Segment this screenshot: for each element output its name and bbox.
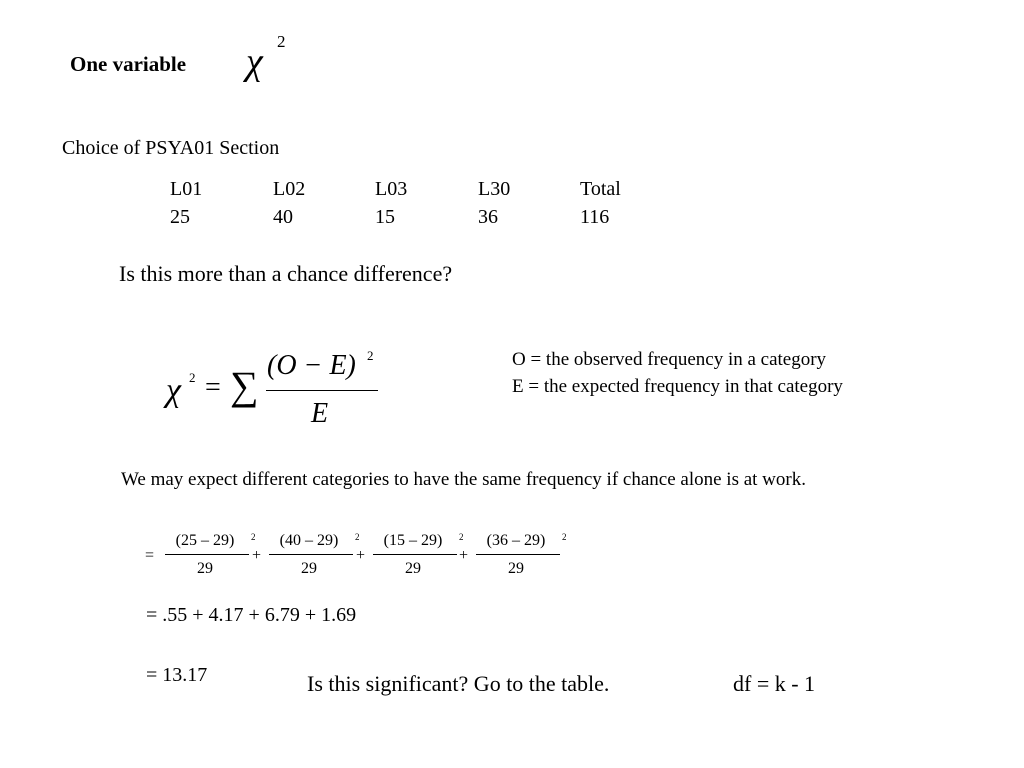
formula-chi-exponent: 2: [189, 370, 196, 385]
table-header-cell: L02: [273, 178, 306, 200]
term-denominator: 29: [508, 560, 524, 577]
term-fraction-bar: [165, 554, 249, 555]
expectation-text: We may expect different categories to have the same frequency if chance alone is at work.: [121, 469, 806, 490]
term-denominator: 29: [301, 560, 317, 577]
result-sum: = .55 + 4.17 + 6.79 + 1.69: [146, 604, 357, 626]
expansion-term: [474, 532, 567, 588]
table-value-cell: 40: [273, 206, 293, 228]
plus-sign: +: [252, 547, 262, 564]
table-value-cell: 25: [170, 206, 190, 228]
formula-denominator: E: [311, 398, 329, 429]
expansion-equals: =: [145, 547, 155, 564]
degrees-of-freedom-formula: df = k - 1: [733, 671, 816, 696]
section-subtitle: Choice of PSYA01 Section: [62, 137, 280, 159]
term-fraction-bar: [476, 554, 560, 555]
term-exponent: 2: [562, 532, 567, 542]
chi-exponent: 2: [277, 32, 286, 51]
formula-numerator-exponent: 2: [367, 348, 374, 363]
formula-numerator: (O − E): [267, 350, 356, 381]
expansion-term: [163, 532, 256, 588]
fraction-bar: [266, 390, 378, 391]
plus-sign: +: [459, 547, 469, 564]
result-total: = 13.17: [146, 664, 208, 686]
table-header-cell: L30: [478, 178, 511, 200]
expansion-term: [371, 532, 464, 588]
term-exponent: 2: [251, 532, 256, 542]
significance-question: Is this significant? Go to the table.: [307, 671, 610, 696]
table-header-cell: L03: [375, 178, 408, 200]
formula-chi-symbol: χ: [166, 372, 181, 409]
term-exponent: 2: [355, 532, 360, 542]
expanded-computation: [145, 532, 575, 588]
table-value-cell: 36: [478, 206, 498, 228]
summation-symbol: ∑: [230, 363, 259, 408]
term-numerator: (15 – 29): [383, 532, 443, 549]
term-numerator: (25 – 29): [175, 532, 235, 549]
term-denominator: 29: [197, 560, 213, 577]
term-denominator: 29: [405, 560, 421, 577]
chi-symbol: χ: [246, 41, 263, 83]
term-fraction-bar: [373, 554, 457, 555]
chance-question: Is this more than a chance difference?: [119, 261, 453, 286]
table-header-cell: Total: [580, 178, 621, 200]
term-numerator: (40 – 29): [279, 532, 339, 549]
term-numerator: (36 – 29): [486, 532, 546, 549]
observed-definition: O = the observed frequency in a category: [512, 349, 827, 370]
table-header-cell: L01: [170, 178, 203, 200]
term-fraction-bar: [269, 554, 353, 555]
expansion-term: [267, 532, 360, 588]
slide-title: One variable: [70, 52, 187, 76]
plus-sign: +: [356, 547, 366, 564]
chi-square-formula: [160, 346, 400, 436]
term-exponent: 2: [459, 532, 464, 542]
table-value-cell: 15: [375, 206, 395, 228]
formula-equals: =: [205, 372, 221, 403]
expected-definition: E = the expected frequency in that category: [512, 376, 843, 397]
table-value-cell: 116: [580, 206, 610, 228]
